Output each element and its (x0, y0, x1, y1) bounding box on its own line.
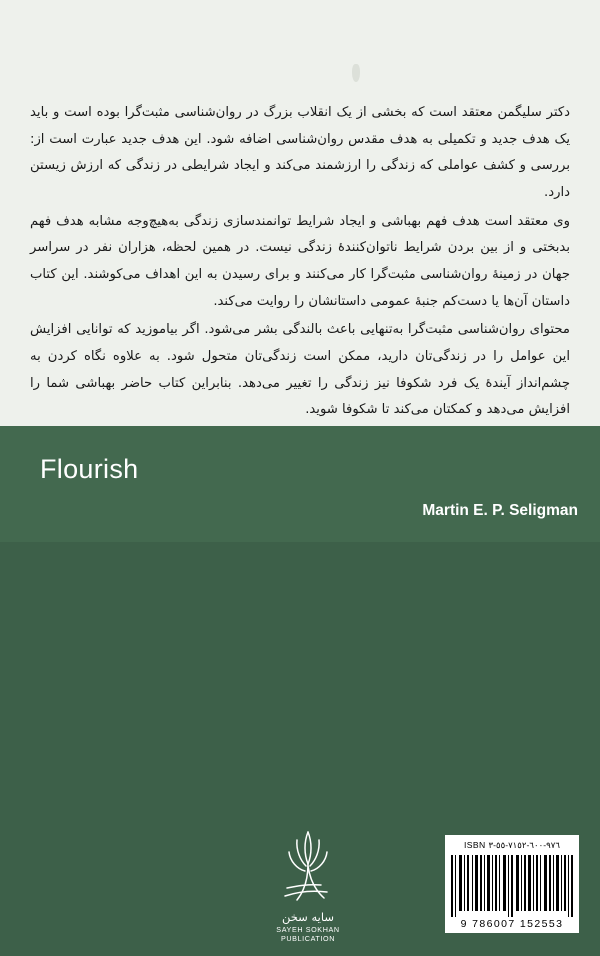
decorative-mark-icon (352, 64, 360, 82)
wheat-sheaf-icon (277, 828, 339, 906)
ean13-barcode-icon (449, 855, 575, 917)
blurb-paragraph: دکتر سلیگمن معتقد است که بخشی از یک انقلاب بزرگ در روان‌شناسی مثبت‌گرا بوده است و باید یک هدف جدید و تکمیلی به هدف مقدس روان‌شناسی اضافه شود. این هدف جدید عبارت است از: بررسی و کشف عواملی که زندگی را ارزشمند می‌کند و ایجاد شرایطی در زندگی که ارزش زیستن دارد. (30, 105, 570, 200)
isbn-label: ISBN ٩٧٦-٦٠٠-٧١٥٢-٥٥-٣ (464, 840, 560, 850)
title-band (0, 426, 600, 542)
publisher-block (262, 828, 354, 943)
publisher-name-en-line2: PUBLICATION (281, 934, 335, 943)
book-author: Martin E. P. Seligman (422, 502, 578, 519)
blurb-panel (0, 0, 600, 426)
publisher-name-fa: سایه سخن (282, 910, 334, 924)
back-cover-blurb (30, 100, 570, 426)
isbn-barcode-block (445, 835, 579, 933)
blurb-paragraph: محتوای روان‌شناسی مثبت‌گرا به‌تنهایی باعث بالندگی بشر می‌شود. اگر بیاموزید که توانایی افزایش این عوامل را در زندگی‌تان دارید، ممکن است زندگی‌تان متحول شود. به علاوه نگاه کردن به چشم‌انداز آیندهٔ یک فرد شکوفا نیز زندگی را تغییر می‌دهد. بنابراین کتاب حاضر بهباشی شما را افزایش می‌دهد و کمکتان می‌کند تا شکوفا شوید. (30, 322, 570, 418)
publisher-name-en-line1: SAYEH SOKHAN (276, 925, 340, 934)
blurb-paragraph: وی معتقد است هدف فهم بهباشی و ایجاد شرایط توانمندسازی زندگی به‌هیچ‌وجه مشابه هدف فهم بدبختی و از بین بردن شرایط ناتوان‌کنندهٔ زندگی نیست. در همین لحظه، هزاران نفر در سراسر جهان در زمینهٔ روان‌شناسی مثبت‌گرا کار می‌کنند و برای رسیدن به این اهداف می‌کوشند. این کتاب داستان آن‌ها یا دست‌کم جنبهٔ عمومی داستانشان را روایت می‌کند. (30, 213, 570, 309)
isbn-digits: 9 786007 152553 (460, 918, 564, 930)
book-title: Flourish (40, 454, 139, 484)
